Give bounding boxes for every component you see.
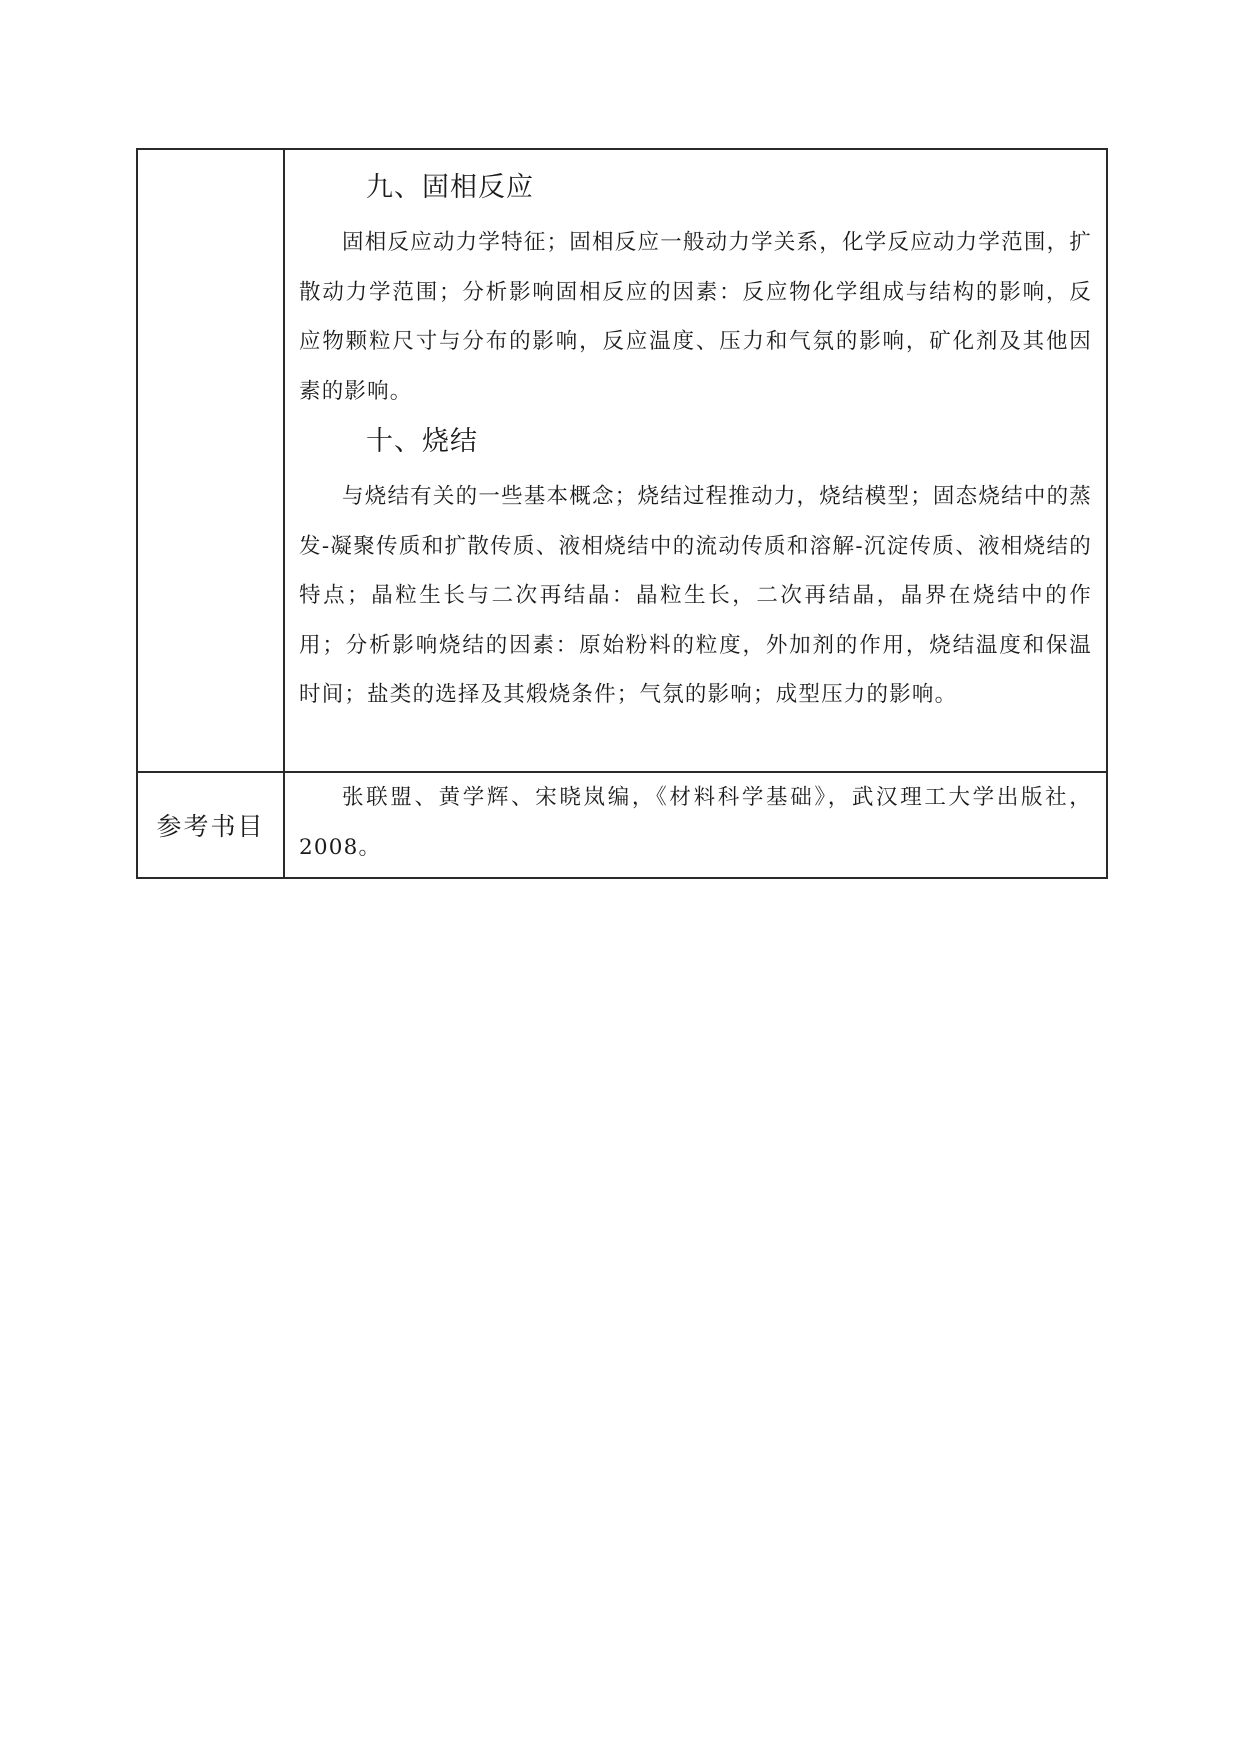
section-body: 固相反应动力学特征；固相反应一般动力学关系，化学反应动力学范围，扩散动力学范围；分析影响固相反应的因素：反应物化学组成与结构的影响，反应物颗粒尺寸与分布的影响，反应温度、压力和气氛的影响，矿化剂及其他因素的影响。 (299, 230, 1092, 404)
content-row (137, 149, 1107, 772)
section-body: 与烧结有关的一些基本概念；烧结过程推动力，烧结模型；固态烧结中的蒸发-凝聚传质和扩散传质、液相烧结中的流动传质和溶解-沉淀传质、液相烧结的特点；晶粒生长与二次再结晶：晶粒生长，二次再结晶，晶界在烧结中的作用；分析影响烧结的因素：原始粉料的粒度，外加剂的作用，烧结温度和保温时间；盐类的选择及其煅烧条件；气氛的影响；成型压力的影响。 (299, 484, 1092, 707)
references-cell (284, 772, 1107, 878)
syllabus-table (136, 148, 1108, 879)
content-cell (284, 149, 1107, 772)
empty-label-cell (137, 149, 284, 772)
section-heading: 九、固相反应 (366, 172, 534, 203)
section-heading: 十、烧结 (366, 426, 478, 457)
references-label-cell (137, 772, 284, 878)
references-text: 张联盟、黄学辉、宋晓岚编，《材料科学基础》，武汉理工大学出版社，2008。 (299, 785, 1092, 860)
section-solid-state-reaction (299, 166, 1092, 416)
section-sintering (299, 420, 1092, 720)
references-row (137, 772, 1107, 878)
references-label: 参考书目 (156, 812, 265, 841)
